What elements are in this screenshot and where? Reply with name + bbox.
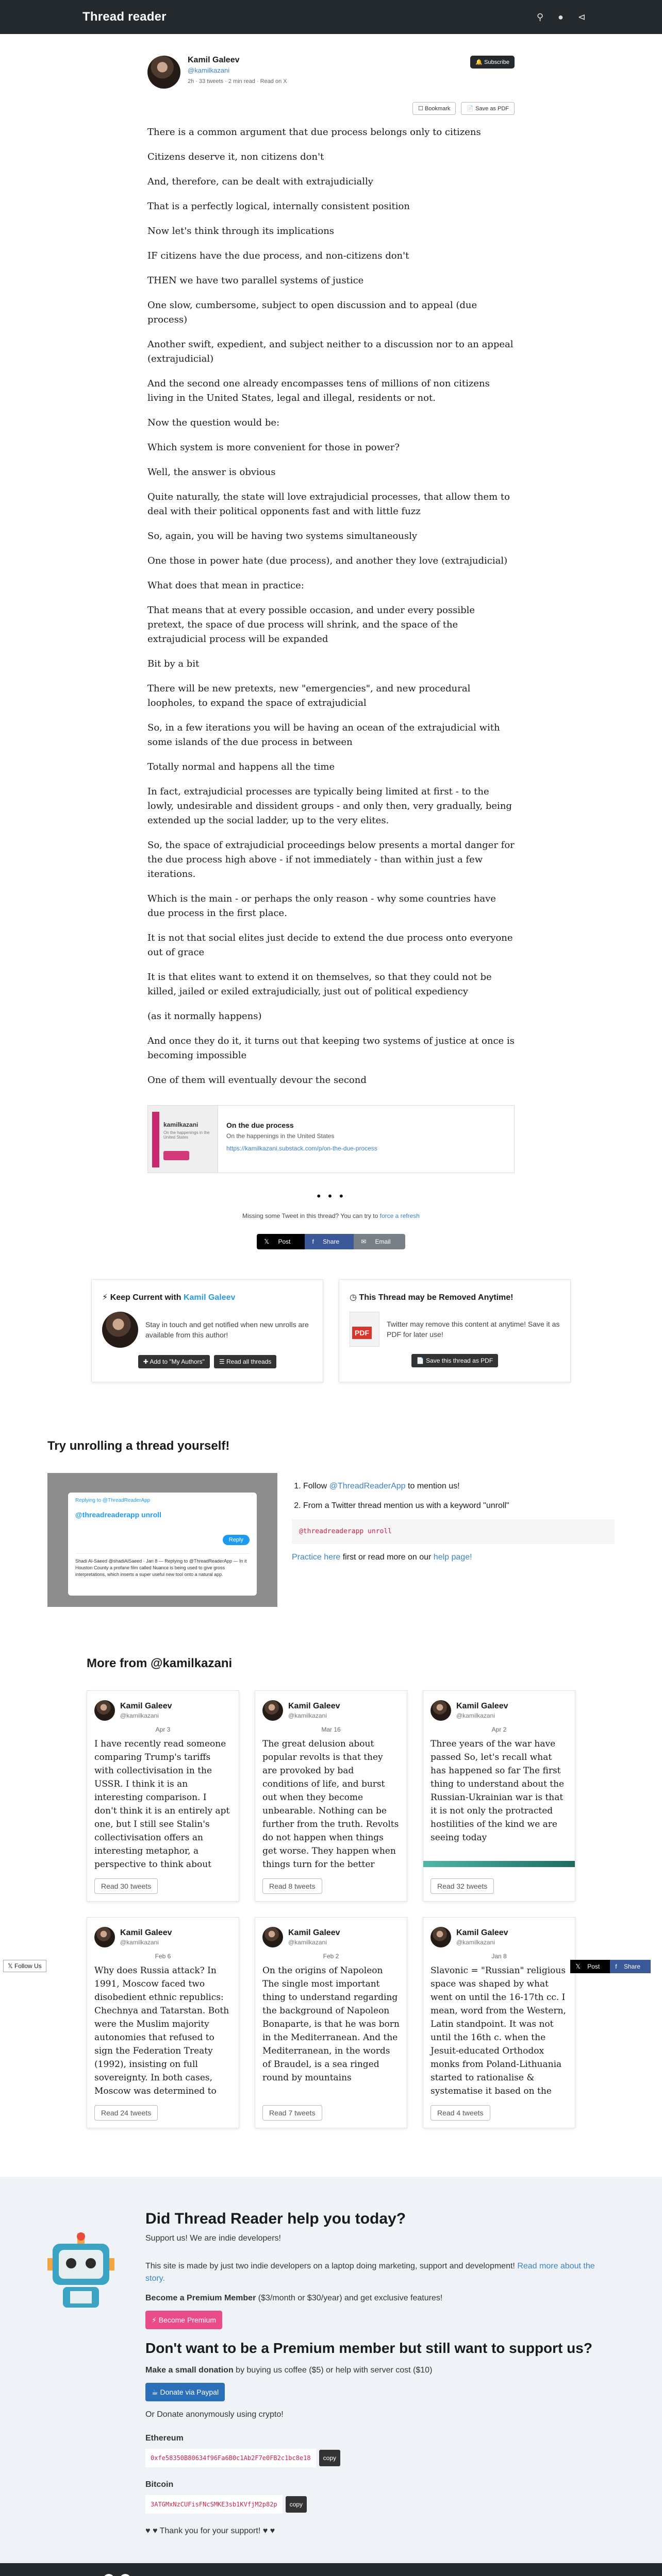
share-buttons	[147, 1234, 515, 1249]
pdf-icon: 📄	[467, 106, 474, 112]
support-section	[0, 2177, 662, 2563]
donation-info	[145, 2364, 615, 2377]
unroll-code-snippet: @threadreaderapp unroll	[292, 1519, 615, 1544]
card-date: Jan 8	[491, 1953, 507, 1960]
link-preview-thumbnail	[148, 1106, 218, 1173]
card-author-handle: @kamilkazani	[456, 1939, 495, 1946]
thread-tweet: One slow, cumbersome, subject to open discussion and to appeal (due process)	[147, 300, 477, 325]
avatar	[431, 1927, 451, 1947]
subscribe-button[interactable]: 🔔 Subscribe	[470, 56, 515, 69]
thread-card[interactable]	[87, 1917, 239, 2128]
thread-tweet: And, therefore, can be dealt with extrajudicially	[147, 176, 373, 187]
thread-tweet: Quite naturally, the state will love extrajudicial processes, that allow them to deal with their political opponents fast and with little fuzz	[147, 492, 510, 517]
floating-post-label: Post	[587, 1963, 600, 1970]
thread-tweet: So, in a few iterations you will be having an ocean of the extrajudicial with some islands of the due process in between	[147, 722, 500, 748]
author-header	[147, 56, 515, 89]
threadreaderapp-link[interactable]: @ThreadReaderApp	[329, 1482, 406, 1490]
subscribe-label: Subscribe	[484, 59, 509, 65]
try-unroll-heading: Try unrolling a thread yourself!	[47, 1439, 230, 1453]
donate-paypal-button[interactable]: ☕ Donate via Paypal	[145, 2383, 225, 2401]
thread-tweet: So, the space of extrajudicial proceedings below presents a mortal danger for the due process high above - if not immediately - than within just a few iterations.	[147, 840, 515, 879]
avatar	[102, 1312, 138, 1348]
keep-current-title	[102, 1292, 312, 1302]
step1-suffix: to mention us!	[408, 1482, 460, 1490]
save-pdf-label: Save as PDF	[475, 106, 509, 112]
thread-tweet: That is a perfectly logical, internally consistent position	[147, 201, 410, 212]
thread-tweet: Which system is more convenient for those in power?	[147, 442, 400, 453]
thread-tweet: One those in power hate (due process), and another they love (extrajudicial)	[147, 555, 508, 566]
thread-tweet: Now the question would be:	[147, 417, 280, 428]
keep-current-prefix: Keep Current with	[110, 1293, 181, 1302]
post-label: Post	[278, 1238, 291, 1245]
link-preview-title: On the due process	[226, 1121, 294, 1129]
keep-current-body: Stay in touch and get notified when new unrolls are available from this author!	[145, 1320, 309, 1339]
follow-us-button[interactable]: 𝕏 Follow Us	[3, 1960, 46, 1972]
thread-card[interactable]	[423, 1690, 575, 1902]
thread-tweet: Now let's think through its implications	[147, 226, 335, 236]
card-text: The great delusion about popular revolts is that they are provoked by bad conditions of life, and burst out when they become unbearable. Nothing can be further from the truth. Revolts do not happen when things get worse. They happen when things turn for the better	[262, 1739, 399, 1870]
brand-logo[interactable]: Thread reader	[82, 10, 167, 24]
add-to-my-authors-button[interactable]: ✚ Add to "My Authors"	[138, 1355, 210, 1368]
thread-tweet: One of them will eventually devour the second	[147, 1075, 367, 1086]
card-author-name: Kamil Galeev	[456, 1702, 508, 1710]
nav-icons	[537, 12, 586, 23]
thread-card[interactable]	[423, 1917, 575, 2128]
card-date: Mar 16	[321, 1726, 341, 1733]
donate-paypal-label: Donate via Paypal	[160, 2388, 219, 2396]
thread-tweet: There will be new pretexts, new "emergencies", and new procedural loopholes, to expand the space of extrajudicial	[147, 683, 471, 708]
user-icon[interactable]: ●	[558, 11, 564, 22]
copy-eth-button[interactable]: copy	[319, 2450, 340, 2466]
thread-tweet: It is that elites want to extend it on themselves, so that they could not be killed, jailed or exiled extrajudicially, just out of political expediency	[147, 972, 492, 997]
thumb-title: kamilkazani	[163, 1121, 198, 1128]
support-subheading: Support us! We are indie developers!	[145, 2234, 281, 2243]
thumb-desc: On the happenings in the United States	[163, 1130, 210, 1140]
thread-tweet: IF citizens have the due process, and non-citizens don't	[147, 250, 409, 261]
link-preview-desc: On the happenings in the United States	[226, 1132, 335, 1140]
card-author-handle: @kamilkazani	[288, 1712, 327, 1719]
donation-title: Make a small donation	[145, 2366, 234, 2375]
save-thread-pdf-button[interactable]: 📄 Save this thread as PDF	[411, 1354, 498, 1367]
removal-warning-title	[350, 1292, 560, 1302]
become-premium-label: Become Premium	[158, 2316, 216, 2324]
become-premium-button[interactable]: ⚡ Become Premium	[145, 2311, 222, 2329]
card-author-name: Kamil Galeev	[120, 1928, 172, 1937]
keep-current-author[interactable]: Kamil Galeev	[183, 1293, 236, 1302]
support-story	[145, 2260, 615, 2285]
card-text: Slavonic = "Russian" religious space was shaped by what went on until the 16-17th cc. I mean, word from the Western, Latin standpoint. It was not until the 16th c. when the Jesuit-educated Orthodox monks from Poland-Lithuania started to rationalise & systematise it based on the	[431, 1965, 566, 2096]
thread-tweet: There is a common argument that due process belongs only to citizens	[147, 127, 481, 138]
thread-tweet: And the second one already encompasses tens of millions of non citizens living in the United States, legal and illegal, residents or not.	[147, 378, 490, 403]
force-refresh-link[interactable]: force a refresh	[379, 1212, 420, 1219]
thread-stats: 2h · 33 tweets · 2 min read · Read on X	[188, 78, 287, 84]
thread-tweet: That means that at every possible occasion, and under every possible pretext, the space of due process will shrink, and the space of the extrajudicial process will be expanded	[147, 605, 475, 645]
avatar	[262, 1700, 283, 1721]
read-tweets-button[interactable]: Read 8 tweets	[262, 1878, 322, 1894]
pdf-badge: PDF	[352, 1327, 372, 1339]
email-button[interactable]: ✉ Email	[354, 1234, 405, 1249]
more-from-heading: More from @kamilkazani	[87, 1656, 233, 1670]
card-author-name: Kamil Galeev	[120, 1702, 172, 1710]
thread-card[interactable]	[255, 1917, 407, 2128]
missing-text: Missing some Tweet in this thread? You can try to	[242, 1212, 378, 1219]
save-pdf-button[interactable]	[461, 102, 515, 115]
clock-icon: ◷	[350, 1293, 357, 1302]
thread-tweet: (as it normally happens)	[147, 1011, 262, 1022]
pdf-file-icon	[350, 1312, 379, 1347]
card-author-name: Kamil Galeev	[456, 1928, 508, 1937]
thread-card[interactable]	[87, 1690, 239, 1902]
bookmark-icon: ☐	[418, 106, 423, 112]
thanks-text: ♥ ♥ Thank you for your support! ♥ ♥	[145, 2527, 275, 2535]
thread-tweet: THEN we have two parallel systems of justice	[147, 275, 364, 286]
ethereum-label: Ethereum	[145, 2434, 184, 2443]
thread-tweet: And once they do it, it turns out that keeping two systems of justice at once is becoming impossible	[147, 1036, 515, 1061]
more-threads-grid	[87, 1690, 575, 2128]
card-author-name: Kamil Galeev	[288, 1702, 340, 1710]
practice-here-link[interactable]: Practice here	[292, 1553, 341, 1562]
support-story-text: This site is made by just two indie developers on a laptop doing marketing, support and development!	[145, 2262, 515, 2270]
save-thread-pdf-label: Save this thread as PDF	[426, 1357, 493, 1364]
premium-title: Become a Premium Member	[145, 2294, 256, 2302]
bookmark-label: Bookmark	[424, 106, 451, 112]
example-reply-button: Reply	[223, 1535, 250, 1545]
top-nav	[0, 0, 662, 34]
read-tweets-button[interactable]: Read 24 tweets	[94, 2105, 158, 2121]
add-author-label: Add to "My Authors"	[150, 1358, 205, 1365]
author-handle[interactable]: @kamilkazani	[188, 66, 230, 74]
read-tweets-button[interactable]: Read 30 tweets	[94, 1878, 158, 1894]
card-author-handle: @kamilkazani	[120, 1939, 159, 1946]
missing-tweet-note	[147, 1212, 515, 1219]
card-author-name: Kamil Galeev	[288, 1928, 340, 1937]
premium-detail: ($3/month or $30/year) and get exclusive features!	[258, 2294, 443, 2302]
avatar	[94, 1700, 115, 1721]
card-text: Why does Russia attack? In 1991, Moscow faced two disobedient ethnic republics: Chechnya and Tatarstan. Both were the Muslim majority autonomies that refused to sign the Federation Treaty (1992), insisting on full sovereignty. In both cases, Moscow was determined to	[94, 1965, 229, 2096]
avatar	[94, 1927, 115, 1947]
share-label: Share	[323, 1238, 340, 1245]
read-tweets-button[interactable]: Read 32 tweets	[431, 1878, 494, 1894]
share-icon[interactable]: ⊲	[577, 11, 586, 22]
ethereum-address[interactable]: 0xfe58350B80634f96Fa6B0c1Ab2F7e0FB2c1bc8e18	[145, 2449, 316, 2467]
email-label: Email	[375, 1238, 391, 1245]
unroll-steps	[292, 1473, 615, 1607]
search-icon[interactable]: ⚲	[536, 11, 544, 22]
thread-tweet: Which is the main - or perhaps the only reason - why some countries have due process in the first place.	[147, 893, 496, 919]
post-button[interactable]: 𝕏 Post	[257, 1234, 305, 1249]
thread-tweet: Totally normal and happens all the time	[147, 761, 335, 772]
avatar[interactable]	[147, 56, 180, 89]
step-mention: 2. From a Twitter thread mention us with a keyword "unroll"	[303, 1500, 615, 1512]
card-text: I have recently read someone comparing Trump's tariffs with collectivisation in the USSR. I think it is an interesting comparison. I don't think it is an entirely apt one, but I still see Stalin's collectivisation offers an interesting metaphor, a perspective to think about	[94, 1739, 230, 1870]
floating-share-button[interactable]: f Share	[610, 1960, 651, 1973]
floating-post-button[interactable]: 𝕏 Post	[570, 1960, 610, 1973]
share-button[interactable]: f Share	[305, 1234, 354, 1249]
thread-tweet: Another swift, expedient, and subject neither to a discussion nor to an appeal (extrajudicial)	[147, 339, 514, 364]
lightning-icon: ⚡	[102, 1293, 108, 1302]
bitcoin-label: Bitcoin	[145, 2480, 174, 2489]
floating-share-label: Share	[623, 1963, 640, 1970]
thread-tweet: It is not that social elites just decide to extend the due process onto everyone out of grace	[147, 933, 513, 958]
step-follow	[303, 1480, 615, 1493]
step1-prefix: Follow	[303, 1482, 327, 1490]
card-author-handle: @kamilkazani	[120, 1712, 159, 1719]
copy-btc-button[interactable]: copy	[286, 2496, 307, 2513]
thread-tweet: Citizens deserve it, non citizens don't	[147, 151, 324, 162]
card-media-strip	[423, 1861, 575, 1867]
link-preview-url[interactable]: https://kamilkazani.substack.com/p/on-the-due-process	[226, 1145, 377, 1152]
example-mention: @threadreaderapp unroll	[75, 1511, 161, 1519]
robot-mascot-icon	[47, 2233, 114, 2537]
card-author-handle: @kamilkazani	[288, 1939, 327, 1946]
example-tweet-text: Shadi Al-Saeed @shadiAlSaeed · Jan 8 — Replying to @ThreadReaderApp — In it Houston County a profane film called Nuance is being used to give gross interpretations, which inserts a super useful new tool onto a natural app.	[75, 1553, 250, 1578]
removal-body: Twitter may remove this content at anytime! Save it as PDF for later use!	[387, 1320, 560, 1338]
card-date: Feb 6	[155, 1953, 171, 1960]
practice-mid-text: first or read more on our	[342, 1553, 432, 1562]
thread-tweet: In fact, extrajudicial processes are typically being limited at first - to the lowly, undesirable and dissident groups - and only then, very gradually, being extended up the social ladder, up to the very elites.	[147, 786, 512, 826]
avatar	[431, 1700, 451, 1721]
read-tweets-button[interactable]: Read 7 tweets	[262, 2105, 322, 2121]
card-text: On the origins of Napoleon The single most important thing to understand regarding the background of Napoleon Bonaparte, is that he was born in the Mediterranean. And the Mediterranean, in the words of Braudel, is a sea ringed round by mountains	[262, 1965, 400, 2083]
read-all-label: Read all threads	[226, 1358, 272, 1365]
thread-tweet: What does that mean in practice:	[147, 580, 304, 591]
card-date: Apr 2	[491, 1726, 507, 1733]
premium-info	[145, 2292, 615, 2304]
author-name[interactable]: Kamil Galeev	[188, 56, 240, 64]
card-date: Feb 2	[323, 1953, 339, 1960]
thread-card[interactable]	[255, 1690, 407, 1902]
thread-tweet: So, again, you will be having two systems simultaneously	[147, 531, 418, 541]
follow-us-label: Follow Us	[14, 1962, 42, 1970]
link-preview-card[interactable]	[147, 1105, 515, 1173]
bookmark-button[interactable]	[412, 102, 456, 115]
read-tweets-button[interactable]: Read 4 tweets	[431, 2105, 490, 2121]
removal-warning-card	[339, 1279, 571, 1382]
donate-heading: Don't want to be a Premium member but still want to support us?	[145, 2340, 592, 2356]
x-icon[interactable]	[120, 2574, 131, 2576]
example-replying-to: Replying to @ThreadReaderApp	[75, 1498, 151, 1503]
card-text: Three years of the war have passed So, let's recall what has happened so far The first thing to understand about the Russian-Ukrainian war is that it is not only the protracted hostilities of the kind we are seeing today	[431, 1739, 565, 1843]
keep-current-card	[91, 1279, 323, 1382]
card-author-handle: @kamilkazani	[456, 1712, 495, 1719]
crypto-note: Or Donate anonymously using crypto!	[145, 2410, 284, 2419]
avatar	[262, 1927, 283, 1947]
donation-detail: by buying us coffee ($5) or help with server cost ($10)	[236, 2366, 433, 2375]
read-story-link[interactable]: Read more about the story.	[145, 2262, 595, 2283]
read-all-threads-button[interactable]: ☰ Read all threads	[214, 1355, 276, 1368]
card-date: Apr 3	[155, 1726, 171, 1733]
support-heading: Did Thread Reader help you today?	[145, 2210, 406, 2227]
footer-bar	[0, 2563, 662, 2576]
floating-share	[570, 1960, 651, 1973]
help-page-link[interactable]: help page!	[433, 1553, 472, 1562]
thread-tweet: Bit by a bit	[147, 658, 200, 669]
unroll-example-image	[47, 1473, 277, 1607]
bitcoin-address[interactable]: 3ATGMxNzCUFisFNcSMKE3sb1KVfjM2p82p	[145, 2495, 283, 2514]
thread-content	[147, 125, 515, 1088]
brand-mark-icon[interactable]	[103, 2574, 114, 2576]
removal-title-text: This Thread may be Removed Anytime!	[359, 1293, 514, 1302]
thread-end-dots: • • •	[317, 1190, 345, 1202]
thread-tweet: Well, the answer is obvious	[147, 467, 276, 478]
